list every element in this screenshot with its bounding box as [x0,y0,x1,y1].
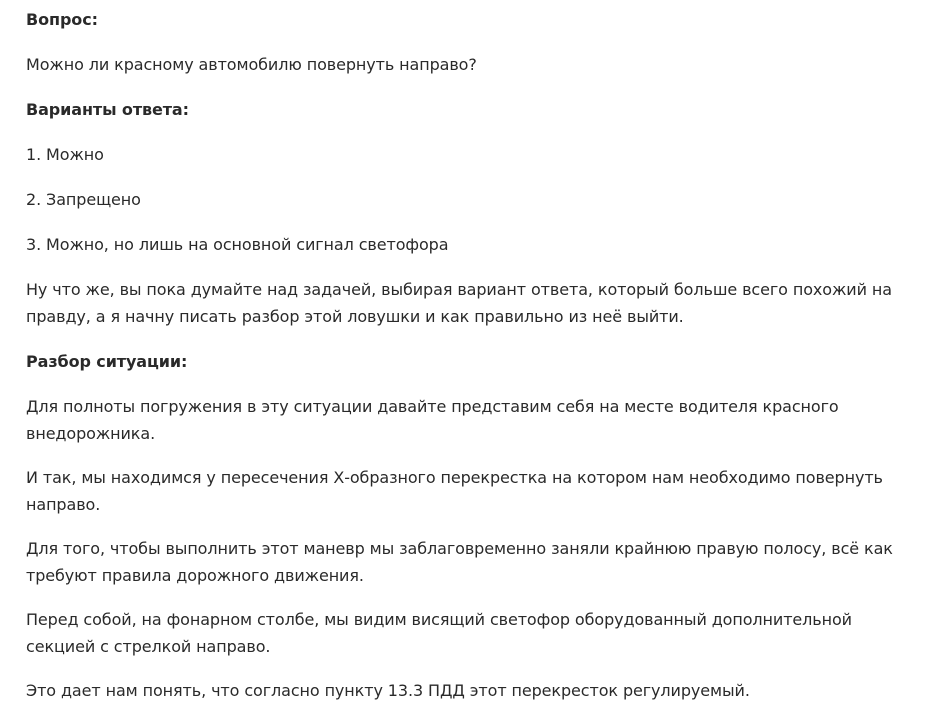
answer-option-1: 1. Можно [26,145,104,164]
analysis-paragraph-3: Для того, чтобы выполнить этот маневр мы заблаговременно заняли крайнюю правую полосу, всё как требуют правила дорожного движения. [26,539,893,585]
analysis-paragraph-2: И так, мы находимся у пересечения Х-образного перекрестка на котором нам необходимо повернуть направо. [26,468,883,514]
analysis-heading: Разбор ситуации: [26,352,188,371]
answers-heading: Варианты ответа: [26,100,189,119]
question-text: Можно ли красному автомобилю повернуть направо? [26,55,477,74]
answer-option-2: 2. Запрещено [26,190,141,209]
analysis-paragraph-5: Это дает нам понять, что согласно пункту 13.3 ПДД этот перекресток регулируемый. [26,681,750,700]
intro-paragraph: Ну что же, вы пока думайте над задачей, выбирая вариант ответа, который больше всего похожий на правду, а я начну писать разбор этой ловушки и как правильно из неё выйти. [26,280,892,326]
answer-option-3: 3. Можно, но лишь на основной сигнал светофора [26,235,449,254]
analysis-paragraph-4: Перед собой, на фонарном столбе, мы видим висящий светофор оборудованный дополнительной секцией с стрелкой направо. [26,610,852,656]
question-heading: Вопрос: [26,10,98,29]
analysis-paragraph-1: Для полноты погружения в эту ситуации давайте представим себя на месте водителя красного внедорожника. [26,397,839,443]
